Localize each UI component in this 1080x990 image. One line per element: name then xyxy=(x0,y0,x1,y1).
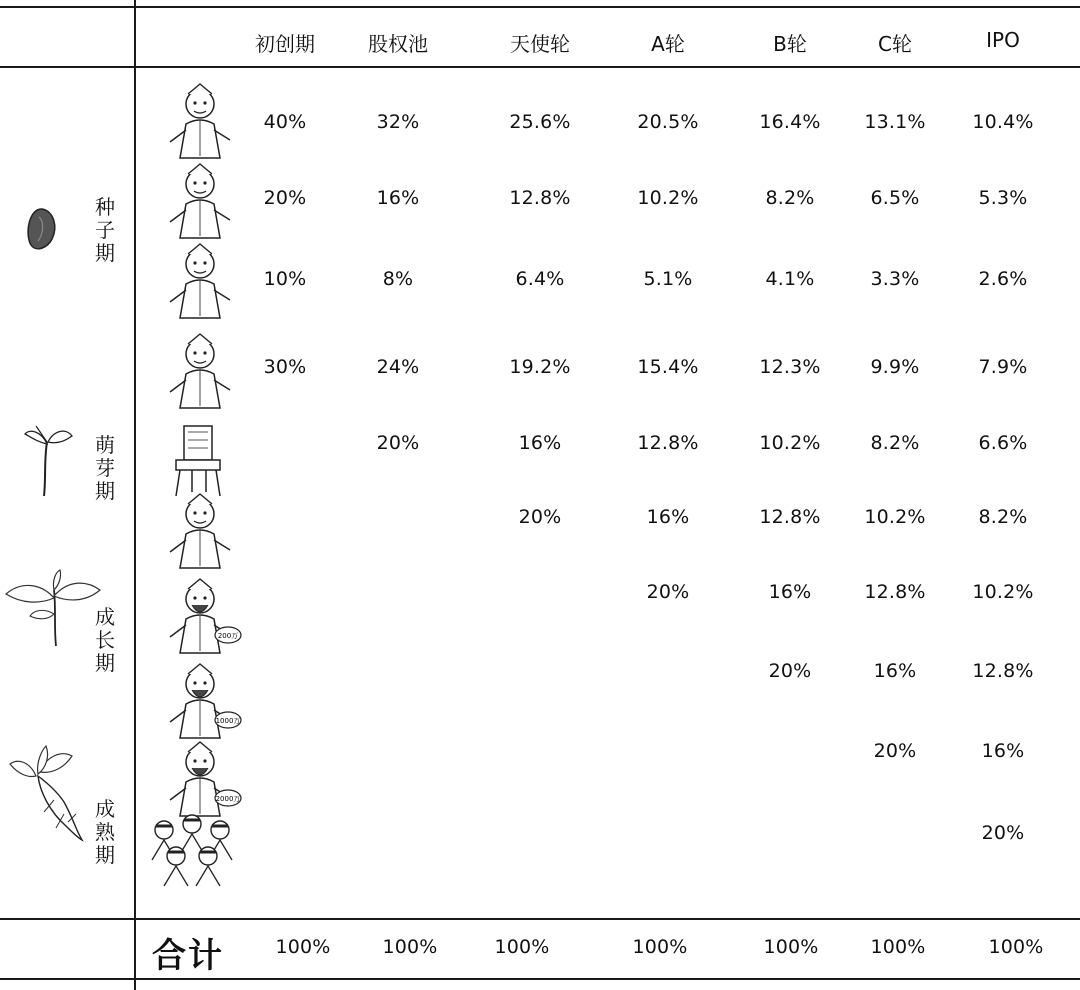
table-cell: 8.2% xyxy=(978,506,1028,528)
seed-icon xyxy=(22,205,62,255)
stage-label-growth: 成长期 xyxy=(95,605,115,675)
column-header-series-a: A轮 xyxy=(651,32,685,56)
table-cell: 20.5% xyxy=(637,111,699,133)
growing-plant-icon xyxy=(4,568,104,648)
table-cell: 10.2% xyxy=(864,506,926,528)
table-cell: 24% xyxy=(376,356,420,378)
table-cell: 12.8% xyxy=(509,187,571,209)
table-cell: 16% xyxy=(518,432,562,454)
table-cell: 16.4% xyxy=(759,111,821,133)
founder-figure-icon xyxy=(162,660,242,742)
table-cell: 20% xyxy=(646,581,690,603)
total-label: 合计 xyxy=(152,936,224,976)
table-cell: 8.2% xyxy=(765,187,815,209)
bottom-border xyxy=(0,978,1080,980)
table-cell: 20% xyxy=(263,187,307,209)
ginseng-root-icon xyxy=(6,742,96,842)
sprout-icon xyxy=(22,418,77,498)
money-bag-label: 200万 xyxy=(217,632,239,640)
money-bag-label: 2000万 xyxy=(215,795,241,803)
table-cell: 16% xyxy=(646,506,690,528)
table-cell: 3.3% xyxy=(870,268,920,290)
total-cell: 100% xyxy=(632,936,688,958)
stage-column-divider xyxy=(134,0,136,990)
table-cell: 12.8% xyxy=(864,581,926,603)
total-cell: 100% xyxy=(988,936,1044,958)
table-cell: 10.4% xyxy=(972,111,1034,133)
column-header-series-c: C轮 xyxy=(878,32,912,56)
header-bottom-border xyxy=(0,66,1080,68)
table-cell: 8% xyxy=(382,268,414,290)
money-bag-tag xyxy=(215,627,241,643)
chair-figure-icon xyxy=(162,418,242,500)
employee-group-figure-icon xyxy=(148,812,248,894)
money-bag-label: 1000万 xyxy=(215,717,241,725)
table-cell: 20% xyxy=(376,432,420,454)
founder-figure-icon xyxy=(162,240,242,322)
table-cell: 8.2% xyxy=(870,432,920,454)
table-cell: 10.2% xyxy=(972,581,1034,603)
table-cell: 12.8% xyxy=(972,660,1034,682)
money-bag-tag xyxy=(215,712,241,728)
table-cell: 6.4% xyxy=(515,268,565,290)
top-border xyxy=(0,6,1080,8)
founder-figure-icon xyxy=(162,575,242,657)
total-cell: 100% xyxy=(382,936,438,958)
total-top-border xyxy=(0,918,1080,920)
table-cell: 15.4% xyxy=(637,356,699,378)
table-cell: 2.6% xyxy=(978,268,1028,290)
table-cell: 6.5% xyxy=(870,187,920,209)
table-cell: 16% xyxy=(768,581,812,603)
table-cell: 9.9% xyxy=(870,356,920,378)
table-cell: 12.8% xyxy=(637,432,699,454)
table-cell: 40% xyxy=(263,111,307,133)
table-cell: 5.1% xyxy=(643,268,693,290)
table-cell: 12.3% xyxy=(759,356,821,378)
total-cell: 100% xyxy=(870,936,926,958)
table-cell: 20% xyxy=(518,506,562,528)
table-cell: 4.1% xyxy=(765,268,815,290)
table-cell: 10.2% xyxy=(637,187,699,209)
column-header-option-pool: 股权池 xyxy=(368,32,428,56)
table-cell: 10.2% xyxy=(759,432,821,454)
stage-label-seed: 种子期 xyxy=(95,195,115,265)
total-cell: 100% xyxy=(494,936,550,958)
table-cell: 20% xyxy=(768,660,812,682)
table-cell: 7.9% xyxy=(978,356,1028,378)
column-header-angel: 天使轮 xyxy=(510,32,570,56)
table-cell: 13.1% xyxy=(864,111,926,133)
founder-figure-icon xyxy=(162,80,242,162)
stage-label-sprout: 萌芽期 xyxy=(95,433,115,503)
founder-figure-icon xyxy=(162,490,242,572)
column-header-ipo: IPO xyxy=(986,28,1020,52)
table-cell: 20% xyxy=(873,740,917,762)
column-header-startup: 初创期 xyxy=(255,32,315,56)
table-cell: 25.6% xyxy=(509,111,571,133)
money-bag-tag xyxy=(215,790,241,806)
table-cell: 12.8% xyxy=(759,506,821,528)
table-cell: 20% xyxy=(981,822,1025,844)
table-cell: 19.2% xyxy=(509,356,571,378)
table-cell: 32% xyxy=(376,111,420,133)
table-cell: 6.6% xyxy=(978,432,1028,454)
column-header-series-b: B轮 xyxy=(773,32,807,56)
stage-label-mature: 成熟期 xyxy=(95,797,115,867)
founder-figure-icon xyxy=(162,738,242,820)
total-cell: 100% xyxy=(275,936,331,958)
table-cell: 30% xyxy=(263,356,307,378)
founder-figure-icon xyxy=(162,160,242,242)
founder-figure-icon xyxy=(162,330,242,412)
total-cell: 100% xyxy=(763,936,819,958)
table-cell: 10% xyxy=(263,268,307,290)
table-cell: 16% xyxy=(376,187,420,209)
table-cell: 5.3% xyxy=(978,187,1028,209)
table-cell: 16% xyxy=(873,660,917,682)
table-cell: 16% xyxy=(981,740,1025,762)
